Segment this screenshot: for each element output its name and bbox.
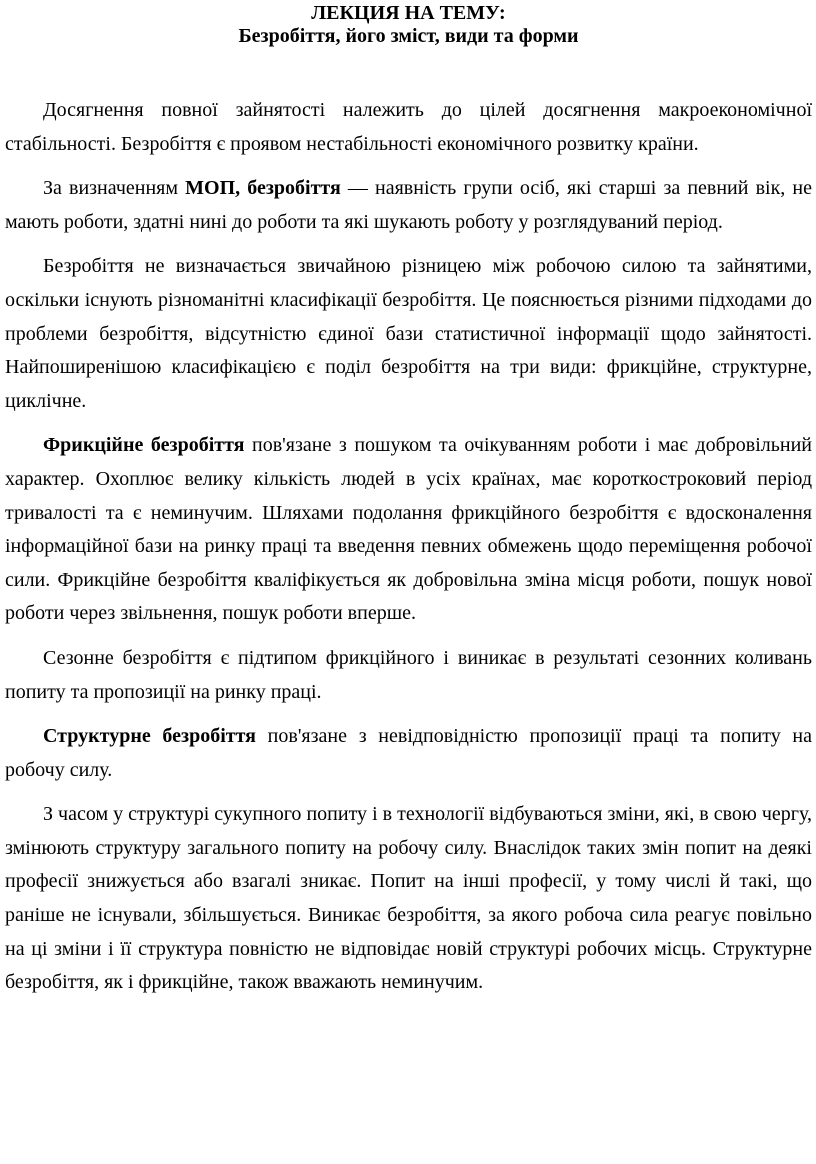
- paragraph-ilo-definition: [5, 172, 812, 239]
- structural-changes-text: З часом у структурі сукупного попиту і в технології відбуваються зміни, які, в свою чергу, змінюють структуру загального попиту на робочу силу. Внаслідок таких змін попит на деякі професії знижується або взагалі зникає. Попит на інші професії, у тому числі й такі, що раніше не існували, збільшується. Виникає безробіття, за якого робоча сила реагує повільно на ці зміни і її структура повністю не відповідає новій структурі робочих місць. Структурне безробіття, як і фрикційне, також вважають неминучим.: [5, 803, 812, 994]
- classification-text: Безробіття не визначається звичайною різницею між робочою силою та зайнятими, оскільки існують різноманітні класифікації безробіття. Це пояснюється різними підходами до проблеми безробіття, відсутністю єдиної бази статистичної інформації щодо зайнятості. Найпоширенішою класифікацією є поділ безробіття на три види: фрикційне, структурне, циклічне.: [5, 255, 812, 412]
- paragraph-intro: [5, 94, 812, 161]
- paragraph-intro-text: Досягнення повної зайнятості належить до цілей досягнення макроекономічної стабільності. Безробіття є проявом нестабільності економічного розвитку країни.: [5, 99, 812, 155]
- seasonal-text: Сезонне безробіття є підтипом фрикційного і виникає в результаті сезонних коливань попиту та пропозиції на ринку праці.: [5, 646, 812, 703]
- structural-text: пов'язане з невідповідністю пропозиції праці та попиту на робочу силу.: [5, 725, 813, 781]
- ilo-definition-text: — наявність групи осіб, які старші за певний вік, не мають роботи, здатні нині до роботи та які шукають роботу у розглядуваний період.: [5, 177, 812, 233]
- ilo-lead-text: За визначенням: [43, 177, 186, 200]
- lecture-topic-title: Безробіття, його зміст, види та форми: [238, 25, 579, 47]
- paragraph-structural-changes: [5, 798, 812, 1000]
- paragraph-frictional: [5, 429, 812, 631]
- lecture-heading: ЛЕКЦИЯ НА ТЕМУ:: [311, 2, 506, 24]
- paragraph-classification: [5, 250, 812, 418]
- frictional-text: пов'язане з пошуком та очікуванням роботи і має добровільний характер. Охоплює велику кількість людей в усіх країнах, має короткостроковий період тривалості та є неминучим. Шляхами подолання фрикційного безробіття є вдосконалення інформаційної бази на ринку праці та введення певних обмежень щодо переміщення робочої сили. Фрикційне безробіття кваліфікується як добровільна зміна місця роботи, пошук нової роботи через звільнення, пошук роботи вперше.: [5, 434, 812, 625]
- paragraph-structural: [5, 720, 812, 787]
- paragraph-seasonal: [5, 642, 812, 709]
- title-spacer: [5, 48, 812, 94]
- ilo-term-bold: МОП, безробіття: [185, 177, 341, 200]
- structural-term-bold: Структурне безробіття: [43, 725, 256, 748]
- frictional-term-bold: Фрикційне безробіття: [43, 434, 245, 457]
